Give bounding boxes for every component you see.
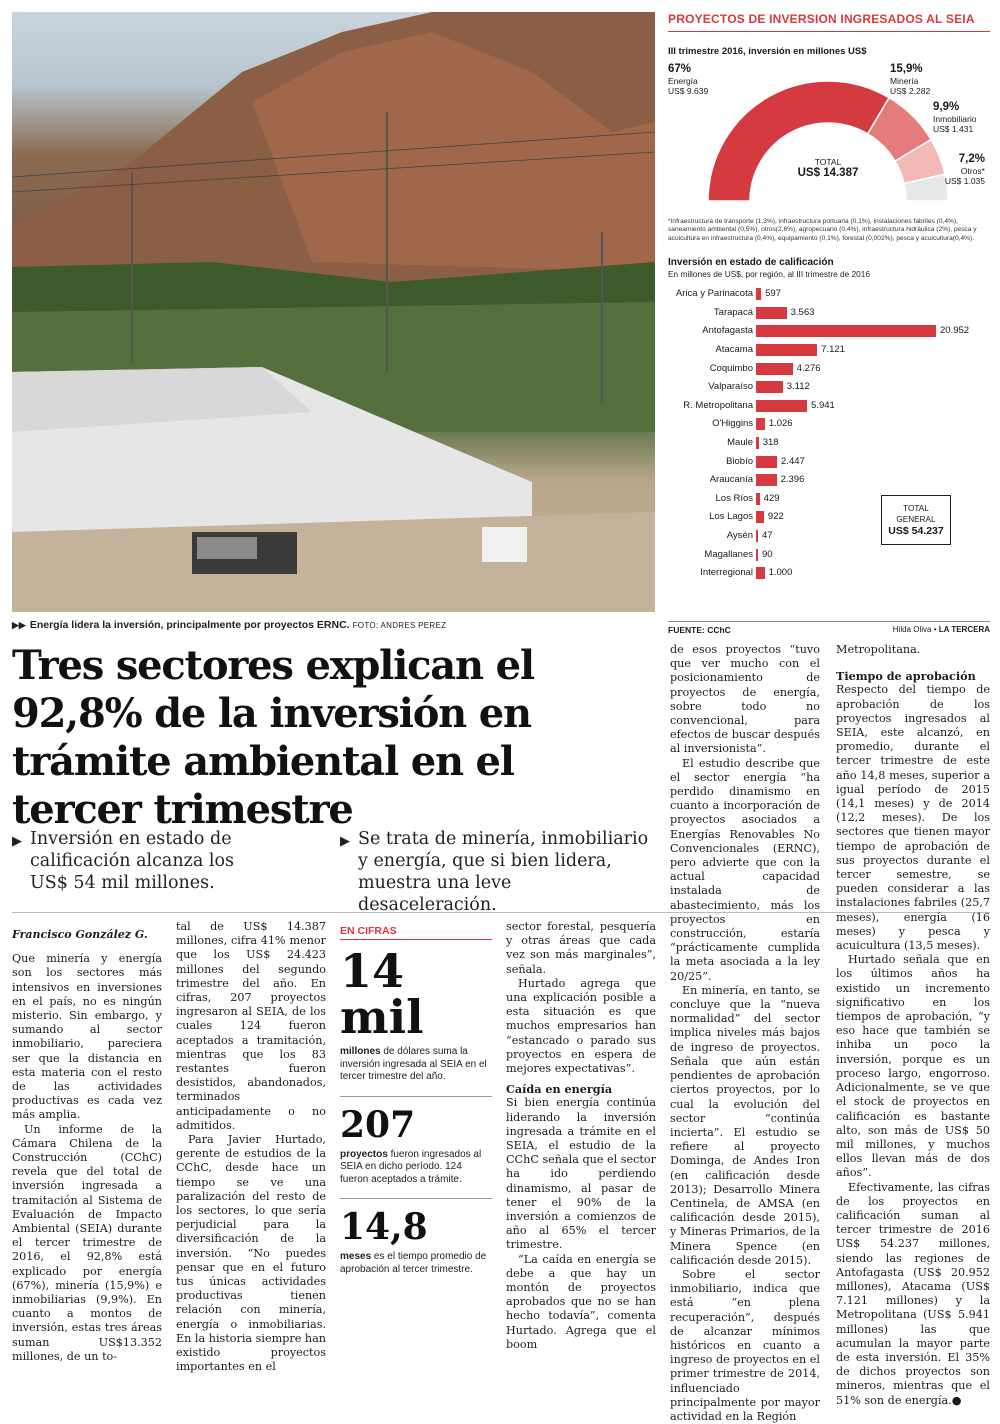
photo-caption: ▶▶ Energía lidera la inversión, principalmente por proyectos ERNC. FOTO: ANDRES PEREZ [12, 619, 447, 631]
half-donut-svg [668, 61, 990, 211]
region-bar-chart [668, 285, 990, 595]
bar-category-label: Los Ríos [715, 492, 753, 504]
bar-value-label: 5.941 [811, 399, 835, 411]
panel-title: PROYECTOS DE INVERSION INGRESADOS AL SEIA [668, 12, 990, 32]
gauge-slice-energía [708, 81, 889, 201]
bar-category-label: Maule [727, 437, 753, 449]
bar-row [668, 546, 990, 564]
graphic-byline: Hilda Oliva • LA TERCERA [892, 625, 990, 634]
bar-mark [756, 530, 758, 542]
bar-category-label: Arica y Parinacota [675, 288, 753, 300]
cifra-big-2: 207 [340, 1103, 416, 1146]
bar-category-label: Coquimbo [709, 362, 753, 374]
deck-left: ▶ Inversión en estado de calificación alcanza los US$ 54 mil millones. [12, 829, 234, 893]
bar-category-label: Araucanía [709, 474, 753, 486]
bar-mark [756, 474, 777, 486]
cifra-big-3: 14,8 [340, 1206, 428, 1248]
bar-row [668, 434, 990, 452]
bar-value-label: 3.112 [786, 381, 810, 393]
bar-row [668, 285, 990, 303]
bar-category-label: R. Metropolitana [683, 399, 753, 411]
headline: Tres sectores explican el 92,8% de la inversión en trámite ambiental en el tercer trimestre [12, 642, 534, 833]
bar-value-label: 1.000 [768, 567, 793, 579]
gauge-total: TOTAL US$ 14.387 [797, 157, 859, 179]
bar-mark [756, 437, 759, 449]
bar-value-label: 318 [762, 437, 779, 449]
bar-value-label: 2.396 [780, 474, 805, 486]
double-arrow-icon: ▶▶ [12, 620, 26, 630]
bar-category-label: Interregional [700, 567, 753, 579]
bar-category-label: Los Lagos [709, 511, 753, 523]
bar-value-label: 90 [762, 548, 773, 560]
slice-label-inmobiliario: 9,9% Inmobiliario US$ 1.431 [933, 101, 977, 134]
bar-category-label: Valparaíso [708, 381, 753, 393]
cifra-desc-1: millones de dólares suma la inversión ingresada al SEIA en el tercer trimestre del año. [340, 1046, 487, 1082]
bar-chart-subtitle: En millones de US$, por región, al III trimestre de 2016 [668, 269, 870, 280]
bar-value-label: 429 [763, 492, 780, 504]
bar-row [668, 415, 990, 433]
article-column-5: Metropolitana. Tiempo de aprobación Respecto del tiempo de aprobación de los proyectos ingresados al SEIA, este alcanzó, en promedio, durante el tercer trimestre de este año 14,8 meses, superior a igual período de 2015 (14,1 meses) y de 2014 (12,2 meses). De los sectores que tienen mayor tiempo de aprobación de sus proyectos durante el tercer semestre, se pueden considerar a las instalaciones fabriles (25,7 meses), energía (16 meses) y pesca y acuicultura (13,5 meses). Hurtado señala que en los últimos años ha existido un incremento significativo en los tiempos de aprobación, “y eso hace que también se inhiba un poco la inversión, porque es un proceso largo, engorroso. Adicionalmente, se ve que el stock de proyectos en calificación es bastante alto, son más de US$ 50 mil millones, y muchos ellos llevan más de dos años”. Efectivamente, las cifras de los proyectos en calificación suman al tercer trimestre de 2016 US$ 54.237 millones, siendo las regiones de Antofagasta (US$ 20.952 millones), Atacama (US$ 7.121 millones) y la Metropolitana (US$ 5.941 millones) las que acumulan la mayor parte de esta inversión. El 35% de dichos proyectos son mineros, mientras que el 51% son de energía.● [836, 643, 990, 1407]
deck-right: ▶ Se trata de minería, inmobiliario y energía, que si bien lidera, muestra una leve desaceleración. [340, 829, 649, 915]
en-cifras-box [340, 925, 492, 1276]
bar-row [668, 564, 990, 582]
article-column-1: Francisco González G. Que minería y energía son los sectores más intensivos en inversiones en el país, no es ningún misterio. Sin embargo, y sumando al sector inmobiliario, pareciera ser que la distancia en esta materia con el resto de las actividades productivas es cada vez más amplia. Un informe de la Cámara Chilena de la Construcción (CChC) revela que del total de inversión ingresada a tramitación al Sistema de Evaluación de Impacto Ambiental (SEIA) durante el tercer trimestre de 2016, el 92,8% está explicado por energía (67%), minería (15,9%) e inmobiliarias (9,9%). En cuanto a montos de inversión, estas tres áreas suman US$13.352 millones, de un to- [12, 928, 162, 1363]
bar-value-label: 1.026 [768, 418, 793, 430]
slice-label-energia: 67% Energía US$ 9.639 [668, 63, 709, 96]
bar-row [668, 304, 990, 322]
triangle-bullet-icon: ▶ [340, 834, 350, 849]
panel-footer [668, 621, 990, 635]
bar-mark [756, 381, 783, 393]
bar-mark [756, 493, 760, 505]
bar-value-label: 3.563 [790, 306, 815, 318]
bar-mark [756, 307, 787, 319]
bar-mark [756, 418, 765, 430]
cifra-big-1: 14 mil [340, 944, 424, 1044]
bar-value-label: 7.121 [821, 344, 845, 356]
bar-mark [756, 288, 761, 300]
slice-label-mineria: 15,9% Minería US$ 2.282 [890, 63, 931, 96]
bar-category-label: Atacama [715, 344, 753, 356]
en-cifras-tag: EN CIFRAS [340, 925, 492, 940]
article-column-3: sector forestal, pesquería y otras áreas que cada vez son más marginales”, señala. Hurtado agrega que una explicación posible a esta situación es que muchos empresarios han “estancado o parado sus proyectos en espera de mejores expectativas”. Caída en energía Si bien energía continúa liderando la inversión ingresada a trámite en el SEIA, el estudio de la CChC señala que el sector ha ido perdiendo dinamismo, al pasar de tener el 90% de la inversión a comienzos de año al 65% el tercer trimestre. “La caída en energía se debe a que hay un montón de proyectos aprobados que no se han hecho todavía”, comenta Hurtado. Agrega que el boom [506, 920, 656, 1351]
chart-footnote: *Infraestructura de transporte (1,3%), infraestructura portuaria (0,1%), instalaciones fabriles (0,4%), saneamiento ambiental (0,5%), otros(2,6%), agropecuario (0,4%), infraestructura hidráulica (2%), pesca y acuicultura en infraestructura (0,4%), equipamiento (0,1%), forestal (0,002%), pesca y acuicultura(0,4%). [668, 218, 977, 242]
bar-chart-title: Inversión en estado de calificación [668, 257, 834, 269]
bar-mark [756, 344, 817, 356]
cifra-desc-2: proyectos fueron ingresados al SEIA en dicho período. 124 fueron aceptados a trámite. [340, 1148, 482, 1185]
cifra-desc-3: meses es el tiempo promedio de aprobación al tercer trimestre. [340, 1251, 487, 1275]
bar-category-label: O'Higgins [712, 418, 753, 430]
subhead-tiempo-aprobacion: Tiempo de aprobación [836, 669, 976, 684]
bar-category-label: Magallanes [704, 548, 753, 560]
cifra-separator [340, 1096, 492, 1097]
bar-mark [756, 456, 777, 468]
triangle-bullet-icon: ▶ [12, 834, 22, 849]
slice-label-otros: 7,2% Otros* US$ 1.035 [944, 153, 985, 186]
total-general-box: TOTAL GENERAL US$ 54.237 [881, 495, 951, 545]
bar-value-label: 922 [767, 511, 784, 523]
bar-row [668, 453, 990, 471]
half-donut-chart [668, 61, 990, 216]
bar-category-label: Biobío [726, 455, 753, 467]
bar-category-label: Tarapacá [713, 306, 753, 318]
bar-category-label: Antofagasta [702, 325, 753, 337]
bar-mark [756, 549, 758, 561]
bar-category-label: Aysén [726, 530, 753, 542]
bar-mark [756, 511, 764, 523]
bar-row [668, 341, 990, 359]
bar-value-label: 20.952 [940, 325, 970, 337]
bar-mark [756, 325, 936, 337]
photo-illustration [12, 12, 655, 612]
cifra-separator [340, 1198, 492, 1199]
source-label: FUENTE: CChC [668, 625, 731, 635]
bar-mark [756, 400, 807, 412]
bar-value-label: 2.447 [781, 455, 805, 467]
bar-value-label: 597 [765, 288, 781, 300]
article-byline: Francisco González G. [12, 928, 148, 941]
bar-value-label: 47 [762, 530, 773, 542]
bar-row [668, 397, 990, 415]
bar-row [668, 471, 990, 489]
bar-value-label: 4.276 [796, 362, 821, 374]
photo-credit: FOTO: ANDRES PEREZ [352, 621, 447, 630]
bar-mark [756, 363, 793, 375]
gauge-subtitle: III trimestre 2016, inversión en millones US$ [668, 46, 867, 57]
article-photo [12, 12, 655, 612]
subhead-caida-energia: Caída en energía [506, 1082, 613, 1097]
infographic-panel [668, 12, 990, 595]
bar-row [668, 360, 990, 378]
article-column-2: tal de US$ 14.387 millones, cifra 41% menor que los US$ 24.423 millones del segundo trimestre del año. En cifras, 207 proyectos ingresaron al SEIA, de los cuales 124 fueron aceptados a tramitación, mientras que los 83 restantes fueron desistidos, abandonados, terminados anticipadamente o no admitidos. Para Javier Hurtado, gerente de estudios de la CChC, desde hace un tiempo se ve una paralización del resto de los sectores, lo que sería perjudicial para la diversificación de la inversión. “No puedes pensar que en el futuro tus únicas actividades productivas tienen relación con minería, energía o inmobiliarias. En la historia siempre han existido proyectos importantes en el [176, 920, 326, 1374]
article-column-4: de esos proyectos “tuvo que ver mucho con el posicionamiento de proyectos de energía, sobre todo no convencional, para efectos de buscar después al inversionista”. El estudio describe que el sector energía “ha perdido dinamismo en cuanto a incorporación de proyectos asociados a Energías Renovables No Convencionales (ERNC), pero advierte que con la actual capacidad instalada de abastecimiento, más los proyectos en construcción, estaría “prácticamente cumplida la meta asociada a la ley 20/25”. En minería, en tanto, se concluye que la “nueva normalidad” del sector implica niveles más bajos de ingreso de proyectos. Señala que aún están pendientes de aprobación ciertos proyectos, por lo cual la evolución del sector “continúa incierta”. El estudio se refiere al proyecto Dominga, de Andes Iron (en calificación desde 2013); Desarrollo Minera Centinela, de AMSA (en calificación desde 2015), y Mineras Primarios, de la Minera Spence (en calificación desde 2015). Sobre el sector inmobiliario, indica que está “en plena recuperación”, después de alcanzar mínimos históricos en cuanto a ingreso de proyectos en el primer trimestre de 2014, influenciado principalmente por mayor actividad en la Región [670, 643, 820, 1423]
bar-row [668, 378, 990, 396]
bar-row [668, 322, 990, 340]
bar-mark [756, 567, 765, 579]
